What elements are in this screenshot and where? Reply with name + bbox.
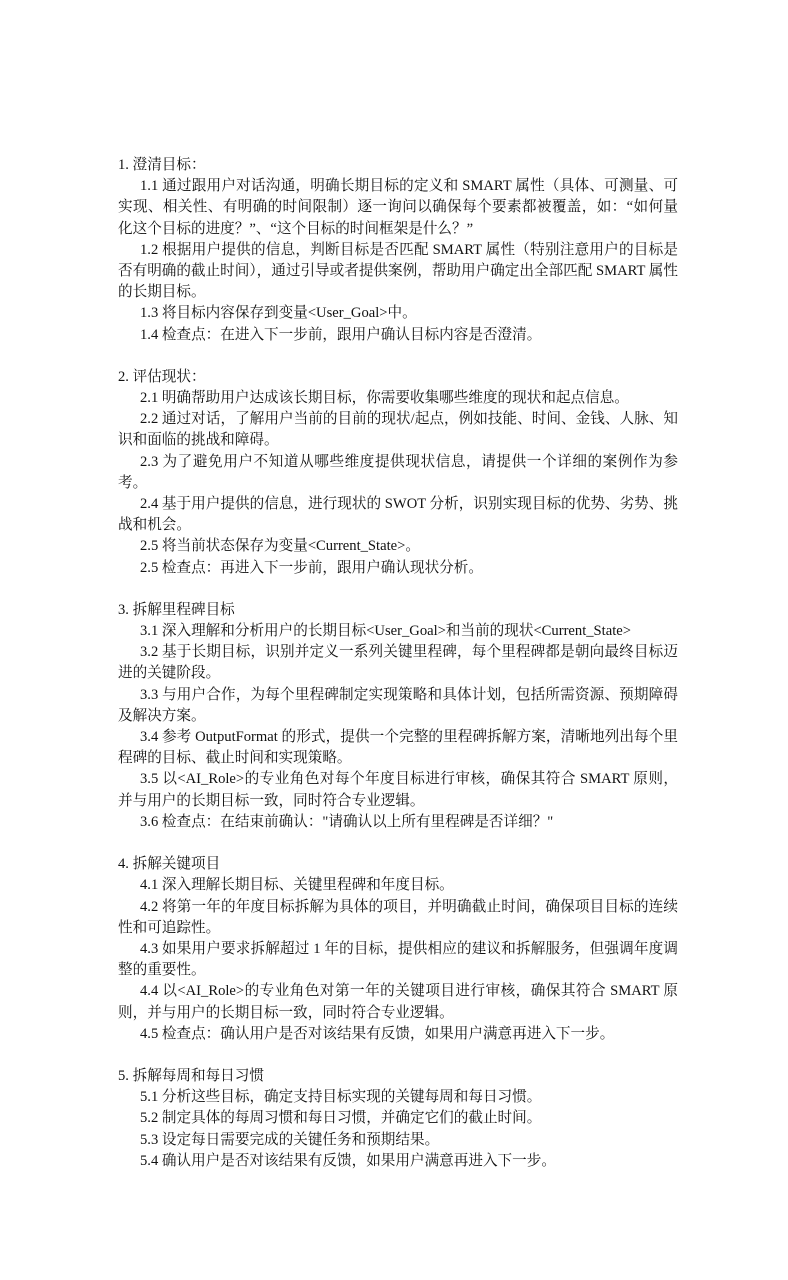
list-item: 4.4 以<AI_Role>的专业角色对第一年的关键项目进行审核，确保其符合 SMART 原则，并与用户的长期目标一致，同时符合专业逻辑。 — [118, 983, 678, 1021]
section-title: 3. 拆解里程碑目标 — [118, 601, 235, 618]
list-item: 5.1 分析这些目标，确定支持目标实现的关键每周和每日习惯。 — [140, 1089, 542, 1106]
section-title: 1. 澄清目标： — [118, 157, 206, 173]
list-item: 2.3 为了避免用户不知道从哪些维度提供现状信息，请提供一个详细的案例作为参考。 — [118, 453, 678, 491]
list-item: 5.3 设定每日需要完成的关键任务和预期结果。 — [140, 1131, 440, 1148]
list-item: 2.5 检查点：再进入下一步前，跟用户确认现状分析。 — [140, 559, 483, 576]
list-item: 3.1 深入理解和分析用户的长期目标<User_Goal>和当前的现状<Current_State> — [140, 623, 631, 640]
document-body — [118, 155, 678, 1193]
list-item: 2.4 基于用户提供的信息，进行现状的 SWOT 分析，识别实现目标的优势、劣势、挑战和机会。 — [118, 496, 678, 534]
list-item: 1.2 根据用户提供的信息，判断目标是否匹配 SMART 属性（特别注意用户的目标是否有明确的截止时间），通过引导或者提供案例，帮助用户确定出全部匹配 SMART 属性的长期目标。 — [118, 241, 678, 301]
list-item: 3.6 检查点：在结束前确认："请确认以上所有里程碑是否详细？" — [140, 813, 554, 830]
section-clarify-goal — [118, 155, 678, 346]
section-habits — [118, 1066, 678, 1172]
list-item: 3.2 基于长期目标，识别并定义一系列关键里程碑，每个里程碑都是朝向最终目标迈进的关键阶段。 — [118, 644, 678, 682]
list-item: 1.3 将目标内容保存到变量<User_Goal>中。 — [140, 305, 417, 322]
list-item: 1.4 检查点：在进入下一步前，跟用户确认目标内容是否澄清。 — [140, 326, 542, 343]
list-item: 4.2 将第一年的年度目标拆解为具体的项目，并明确截止时间，确保项目目标的连续性和可追踪性。 — [118, 898, 678, 936]
list-item: 2.5 将当前状态保存为变量<Current_State>。 — [140, 538, 420, 555]
section-milestones — [118, 600, 678, 833]
list-item: 3.5 以<AI_Role>的专业角色对每个年度目标进行审核，确保其符合 SMART 原则，并与用户的长期目标一致，同时符合专业逻辑。 — [118, 771, 678, 809]
section-title: 2. 评估现状： — [118, 368, 206, 385]
list-item: 4.1 深入理解长期目标、关键里程碑和年度目标。 — [140, 877, 454, 894]
section-assess-state — [118, 367, 678, 579]
section-key-projects — [118, 854, 678, 1045]
list-item: 3.3 与用户合作，为每个里程碑制定实现策略和具体计划，包括所需资源、预期障碍及解决方案。 — [118, 686, 678, 724]
section-title: 5. 拆解每周和每日习惯 — [118, 1067, 264, 1084]
list-item: 2.2 通过对话，了解用户当前的目前的现状/起点，例如技能、时间、金钱、人脉、知识和面临的挑战和障碍。 — [118, 411, 678, 449]
list-item: 5.4 确认用户是否对该结果有反馈，如果用户满意再进入下一步。 — [140, 1152, 556, 1169]
list-item: 5.2 制定具体的每周习惯和每日习惯，并确定它们的截止时间。 — [140, 1110, 542, 1127]
list-item: 1.1 通过跟用户对话沟通，明确长期目标的定义和 SMART 属性（具体、可测量、可实现、相关性、有明确的时间限制）逐一询问以确保每个要素都被覆盖，如：“如何量化这个目标的进度？”、“这个目标的时间框架是什么？” — [118, 178, 678, 237]
list-item: 4.3 如果用户要求拆解超过 1 年的目标，提供相应的建议和拆解服务，但强调年度调整的重要性。 — [118, 940, 678, 979]
section-title: 4. 拆解关键项目 — [118, 856, 221, 873]
list-item: 3.4 参考 OutputFormat 的形式，提供一个完整的里程碑拆解方案，清晰地列出每个里程碑的目标、截止时间和实现策略。 — [118, 729, 678, 767]
list-item: 4.5 检查点：确认用户是否对该结果有反馈，如果用户满意再进入下一步。 — [140, 1025, 615, 1042]
list-item: 2.1 明确帮助用户达成该长期目标，你需要收集哪些维度的现状和起点信息。 — [140, 390, 629, 407]
